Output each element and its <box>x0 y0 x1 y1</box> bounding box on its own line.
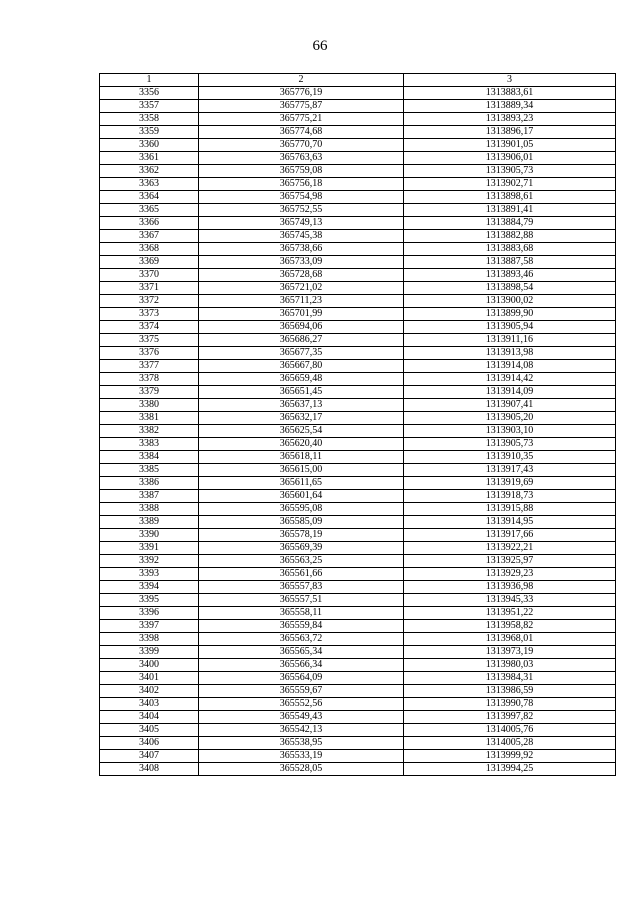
cell-point-number: 3390 <box>100 529 199 542</box>
cell-point-number: 3361 <box>100 152 199 165</box>
cell-point-number: 3360 <box>100 139 199 152</box>
cell-point-number: 3408 <box>100 763 199 776</box>
cell-y-coordinate: 1313896,17 <box>404 126 616 139</box>
header-cell-point-number: 1 <box>100 74 199 87</box>
cell-y-coordinate: 1313925,97 <box>404 555 616 568</box>
table-row <box>100 386 616 399</box>
cell-y-coordinate: 1313914,09 <box>404 386 616 399</box>
table-row <box>100 100 616 113</box>
table-row <box>100 126 616 139</box>
cell-point-number: 3399 <box>100 646 199 659</box>
table-row <box>100 451 616 464</box>
coordinates-table <box>99 73 616 776</box>
cell-y-coordinate: 1313882,88 <box>404 230 616 243</box>
cell-x-coordinate: 365601,64 <box>199 490 404 503</box>
table-row <box>100 659 616 672</box>
cell-x-coordinate: 365538,95 <box>199 737 404 750</box>
cell-x-coordinate: 365528,05 <box>199 763 404 776</box>
cell-y-coordinate: 1313889,34 <box>404 100 616 113</box>
table-row <box>100 750 616 763</box>
table-row <box>100 685 616 698</box>
cell-y-coordinate: 1313968,01 <box>404 633 616 646</box>
table-row <box>100 646 616 659</box>
cell-x-coordinate: 365667,80 <box>199 360 404 373</box>
cell-x-coordinate: 365565,34 <box>199 646 404 659</box>
cell-x-coordinate: 365557,51 <box>199 594 404 607</box>
cell-point-number: 3357 <box>100 100 199 113</box>
cell-point-number: 3373 <box>100 308 199 321</box>
cell-point-number: 3405 <box>100 724 199 737</box>
cell-point-number: 3404 <box>100 711 199 724</box>
cell-y-coordinate: 1313922,21 <box>404 542 616 555</box>
cell-point-number: 3381 <box>100 412 199 425</box>
cell-point-number: 3366 <box>100 217 199 230</box>
cell-y-coordinate: 1313914,08 <box>404 360 616 373</box>
cell-y-coordinate: 1313951,22 <box>404 607 616 620</box>
cell-point-number: 3369 <box>100 256 199 269</box>
cell-point-number: 3394 <box>100 581 199 594</box>
table-row <box>100 425 616 438</box>
cell-point-number: 3356 <box>100 87 199 100</box>
cell-point-number: 3367 <box>100 230 199 243</box>
cell-point-number: 3401 <box>100 672 199 685</box>
header-cell-x-coordinate: 2 <box>199 74 404 87</box>
table-body <box>100 87 616 776</box>
table-row <box>100 87 616 100</box>
cell-x-coordinate: 365770,70 <box>199 139 404 152</box>
cell-x-coordinate: 365694,06 <box>199 321 404 334</box>
cell-x-coordinate: 365625,54 <box>199 425 404 438</box>
table-row <box>100 620 616 633</box>
cell-x-coordinate: 365618,11 <box>199 451 404 464</box>
table-row <box>100 490 616 503</box>
cell-x-coordinate: 365564,09 <box>199 672 404 685</box>
table-row <box>100 165 616 178</box>
cell-y-coordinate: 1313984,31 <box>404 672 616 685</box>
cell-point-number: 3384 <box>100 451 199 464</box>
cell-y-coordinate: 1313893,23 <box>404 113 616 126</box>
cell-y-coordinate: 1313929,23 <box>404 568 616 581</box>
cell-point-number: 3376 <box>100 347 199 360</box>
cell-point-number: 3380 <box>100 399 199 412</box>
cell-y-coordinate: 1313917,43 <box>404 464 616 477</box>
cell-point-number: 3364 <box>100 191 199 204</box>
table-row <box>100 399 616 412</box>
table-row <box>100 633 616 646</box>
table-row <box>100 191 616 204</box>
cell-point-number: 3363 <box>100 178 199 191</box>
cell-point-number: 3377 <box>100 360 199 373</box>
cell-x-coordinate: 365754,98 <box>199 191 404 204</box>
table-row <box>100 555 616 568</box>
table-row <box>100 464 616 477</box>
cell-y-coordinate: 1313958,82 <box>404 620 616 633</box>
table-row <box>100 230 616 243</box>
table-row <box>100 503 616 516</box>
cell-y-coordinate: 1313898,61 <box>404 191 616 204</box>
cell-point-number: 3391 <box>100 542 199 555</box>
table-row <box>100 672 616 685</box>
cell-y-coordinate: 1313903,10 <box>404 425 616 438</box>
cell-y-coordinate: 1313911,16 <box>404 334 616 347</box>
cell-y-coordinate: 1313905,73 <box>404 438 616 451</box>
cell-y-coordinate: 1313905,20 <box>404 412 616 425</box>
table-row <box>100 308 616 321</box>
cell-x-coordinate: 365542,13 <box>199 724 404 737</box>
cell-point-number: 3393 <box>100 568 199 581</box>
table-row <box>100 438 616 451</box>
cell-point-number: 3388 <box>100 503 199 516</box>
table-row <box>100 373 616 386</box>
cell-point-number: 3378 <box>100 373 199 386</box>
cell-y-coordinate: 1313917,66 <box>404 529 616 542</box>
cell-x-coordinate: 365752,55 <box>199 204 404 217</box>
cell-y-coordinate: 1313899,90 <box>404 308 616 321</box>
cell-point-number: 3368 <box>100 243 199 256</box>
cell-point-number: 3386 <box>100 477 199 490</box>
cell-point-number: 3383 <box>100 438 199 451</box>
cell-y-coordinate: 1313902,71 <box>404 178 616 191</box>
cell-x-coordinate: 365549,43 <box>199 711 404 724</box>
cell-y-coordinate: 1313910,35 <box>404 451 616 464</box>
cell-x-coordinate: 365745,38 <box>199 230 404 243</box>
table-row <box>100 243 616 256</box>
table-row <box>100 178 616 191</box>
cell-x-coordinate: 365563,72 <box>199 633 404 646</box>
table-row <box>100 737 616 750</box>
cell-point-number: 3407 <box>100 750 199 763</box>
cell-y-coordinate: 1313905,94 <box>404 321 616 334</box>
table-row <box>100 360 616 373</box>
cell-x-coordinate: 365776,19 <box>199 87 404 100</box>
cell-x-coordinate: 365569,39 <box>199 542 404 555</box>
cell-point-number: 3403 <box>100 698 199 711</box>
cell-x-coordinate: 365659,48 <box>199 373 404 386</box>
table-row <box>100 282 616 295</box>
cell-x-coordinate: 365632,17 <box>199 412 404 425</box>
cell-x-coordinate: 365759,08 <box>199 165 404 178</box>
cell-point-number: 3395 <box>100 594 199 607</box>
table-row <box>100 724 616 737</box>
cell-point-number: 3396 <box>100 607 199 620</box>
cell-x-coordinate: 365561,66 <box>199 568 404 581</box>
table-row <box>100 113 616 126</box>
cell-point-number: 3370 <box>100 269 199 282</box>
cell-y-coordinate: 1313893,46 <box>404 269 616 282</box>
cell-y-coordinate: 1313997,82 <box>404 711 616 724</box>
cell-point-number: 3365 <box>100 204 199 217</box>
header-cell-y-coordinate: 3 <box>404 74 616 87</box>
cell-x-coordinate: 365738,66 <box>199 243 404 256</box>
cell-y-coordinate: 1313907,41 <box>404 399 616 412</box>
cell-point-number: 3406 <box>100 737 199 750</box>
table-row <box>100 217 616 230</box>
table-row <box>100 698 616 711</box>
cell-y-coordinate: 1313901,05 <box>404 139 616 152</box>
cell-x-coordinate: 365701,99 <box>199 308 404 321</box>
table-row <box>100 152 616 165</box>
table-row <box>100 347 616 360</box>
cell-point-number: 3402 <box>100 685 199 698</box>
cell-point-number: 3374 <box>100 321 199 334</box>
cell-point-number: 3389 <box>100 516 199 529</box>
cell-point-number: 3387 <box>100 490 199 503</box>
cell-x-coordinate: 365763,63 <box>199 152 404 165</box>
cell-x-coordinate: 365611,65 <box>199 477 404 490</box>
table-row <box>100 477 616 490</box>
cell-point-number: 3358 <box>100 113 199 126</box>
cell-x-coordinate: 365559,67 <box>199 685 404 698</box>
table-row <box>100 139 616 152</box>
cell-point-number: 3372 <box>100 295 199 308</box>
cell-x-coordinate: 365749,13 <box>199 217 404 230</box>
cell-x-coordinate: 365721,02 <box>199 282 404 295</box>
cell-y-coordinate: 1313887,58 <box>404 256 616 269</box>
cell-y-coordinate: 1313918,73 <box>404 490 616 503</box>
cell-y-coordinate: 1313884,79 <box>404 217 616 230</box>
cell-x-coordinate: 365595,08 <box>199 503 404 516</box>
table-row <box>100 204 616 217</box>
cell-x-coordinate: 365615,00 <box>199 464 404 477</box>
cell-x-coordinate: 365756,18 <box>199 178 404 191</box>
cell-x-coordinate: 365585,09 <box>199 516 404 529</box>
cell-x-coordinate: 365686,27 <box>199 334 404 347</box>
cell-x-coordinate: 365557,83 <box>199 581 404 594</box>
table-row <box>100 581 616 594</box>
cell-y-coordinate: 1313883,61 <box>404 87 616 100</box>
cell-y-coordinate: 1313891,41 <box>404 204 616 217</box>
cell-y-coordinate: 1313936,98 <box>404 581 616 594</box>
table-row <box>100 334 616 347</box>
cell-x-coordinate: 365651,45 <box>199 386 404 399</box>
cell-y-coordinate: 1313914,42 <box>404 373 616 386</box>
cell-y-coordinate: 1313915,88 <box>404 503 616 516</box>
cell-y-coordinate: 1313919,69 <box>404 477 616 490</box>
cell-point-number: 3400 <box>100 659 199 672</box>
cell-point-number: 3398 <box>100 633 199 646</box>
cell-x-coordinate: 365563,25 <box>199 555 404 568</box>
cell-y-coordinate: 1313883,68 <box>404 243 616 256</box>
cell-x-coordinate: 365566,34 <box>199 659 404 672</box>
cell-y-coordinate: 1313980,03 <box>404 659 616 672</box>
cell-point-number: 3385 <box>100 464 199 477</box>
cell-x-coordinate: 365775,21 <box>199 113 404 126</box>
cell-y-coordinate: 1313905,73 <box>404 165 616 178</box>
cell-point-number: 3392 <box>100 555 199 568</box>
cell-x-coordinate: 365558,11 <box>199 607 404 620</box>
cell-y-coordinate: 1313913,98 <box>404 347 616 360</box>
cell-x-coordinate: 365559,84 <box>199 620 404 633</box>
table-row <box>100 412 616 425</box>
cell-point-number: 3379 <box>100 386 199 399</box>
cell-point-number: 3359 <box>100 126 199 139</box>
cell-x-coordinate: 365578,19 <box>199 529 404 542</box>
table-row <box>100 607 616 620</box>
cell-y-coordinate: 1314005,76 <box>404 724 616 737</box>
cell-y-coordinate: 1313994,25 <box>404 763 616 776</box>
cell-point-number: 3397 <box>100 620 199 633</box>
cell-point-number: 3382 <box>100 425 199 438</box>
cell-point-number: 3375 <box>100 334 199 347</box>
cell-x-coordinate: 365774,68 <box>199 126 404 139</box>
cell-y-coordinate: 1313900,02 <box>404 295 616 308</box>
table-row <box>100 594 616 607</box>
cell-x-coordinate: 365711,23 <box>199 295 404 308</box>
cell-y-coordinate: 1313999,92 <box>404 750 616 763</box>
table-row <box>100 516 616 529</box>
table-row <box>100 256 616 269</box>
table-row <box>100 295 616 308</box>
cell-y-coordinate: 1313914,95 <box>404 516 616 529</box>
header-row <box>100 74 616 87</box>
cell-point-number: 3362 <box>100 165 199 178</box>
cell-x-coordinate: 365733,09 <box>199 256 404 269</box>
cell-y-coordinate: 1313990,78 <box>404 698 616 711</box>
cell-point-number: 3371 <box>100 282 199 295</box>
cell-y-coordinate: 1314005,28 <box>404 737 616 750</box>
cell-x-coordinate: 365533,19 <box>199 750 404 763</box>
table-row <box>100 321 616 334</box>
cell-x-coordinate: 365620,40 <box>199 438 404 451</box>
table-header <box>100 74 616 87</box>
table-row <box>100 763 616 776</box>
table-row <box>100 568 616 581</box>
cell-x-coordinate: 365677,35 <box>199 347 404 360</box>
table-row <box>100 269 616 282</box>
cell-x-coordinate: 365552,56 <box>199 698 404 711</box>
cell-y-coordinate: 1313945,33 <box>404 594 616 607</box>
cell-y-coordinate: 1313906,01 <box>404 152 616 165</box>
cell-y-coordinate: 1313898,54 <box>404 282 616 295</box>
cell-x-coordinate: 365728,68 <box>199 269 404 282</box>
cell-x-coordinate: 365775,87 <box>199 100 404 113</box>
table-row <box>100 542 616 555</box>
page-number: 66 <box>312 38 328 54</box>
cell-y-coordinate: 1313986,59 <box>404 685 616 698</box>
cell-x-coordinate: 365637,13 <box>199 399 404 412</box>
cell-y-coordinate: 1313973,19 <box>404 646 616 659</box>
table-row <box>100 711 616 724</box>
table-row <box>100 529 616 542</box>
